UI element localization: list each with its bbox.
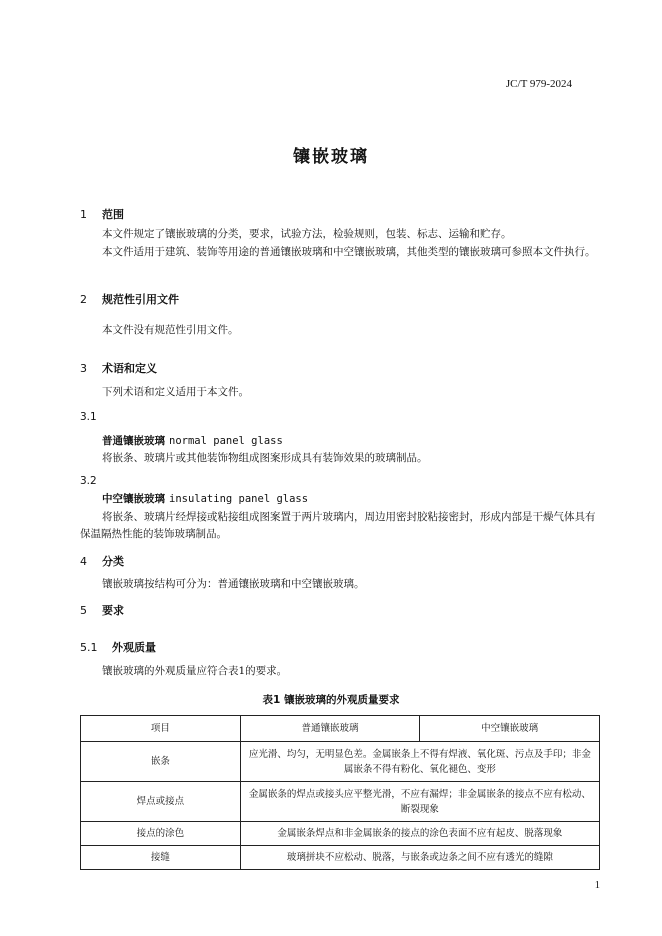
table-header-cell: 项目 — [81, 716, 241, 742]
term-3-2-number: 3.2 — [80, 475, 97, 487]
section-2-heading — [80, 291, 179, 307]
table-header-row — [81, 716, 600, 742]
section-title: 分类 — [102, 555, 124, 568]
page-number: 1 — [594, 880, 600, 891]
section-title: 术语和定义 — [102, 362, 157, 375]
table-caption: 表1 镶嵌玻璃的外观质量要求 — [262, 694, 400, 706]
section-title: 外观质量 — [112, 641, 156, 654]
table-requirement-cell: 金属嵌条的焊点或接头应平整光滑，不应有漏焊；非金属嵌条的接点不应有松动、断裂现象 — [240, 782, 599, 822]
table-header-cell: 普通镶嵌玻璃 — [240, 716, 420, 742]
table-row — [81, 846, 600, 870]
term-english: insulating panel glass — [169, 493, 309, 505]
term-3-1-number: 3.1 — [80, 411, 97, 423]
scope-paragraph-2: 本文件适用于建筑、装饰等用途的普通镶嵌玻璃和中空镶嵌玻璃，其他类型的镶嵌玻璃可参照本文件执行。 — [102, 246, 596, 258]
section-1-heading — [80, 206, 124, 222]
section-title: 范围 — [102, 208, 124, 221]
term-3-1 — [102, 433, 283, 448]
section-4-heading — [80, 553, 124, 569]
term-english: normal panel glass — [169, 435, 283, 447]
table-requirement-cell: 金属嵌条焊点和非金属嵌条的接点的涂色表面不应有起皮、脱落现象 — [240, 822, 599, 846]
section-number: 2 — [80, 293, 87, 306]
appearance-paragraph: 镶嵌玻璃的外观质量应符合表1的要求。 — [102, 665, 288, 677]
section-number: 4 — [80, 555, 87, 568]
table-requirement-cell: 应光滑、均匀，无明显色差。金属嵌条上不得有焊液、氧化斑、污点及手印；非金属嵌条不得有粉化、氧化褪色、变形 — [240, 742, 599, 782]
table-row — [81, 782, 600, 822]
term-3-2 — [102, 491, 308, 506]
table-header-cell: 中空镶嵌玻璃 — [420, 716, 600, 742]
appearance-quality-table — [80, 715, 600, 870]
table-row — [81, 822, 600, 846]
section-number: 1 — [80, 208, 87, 221]
table-requirement-cell: 玻璃拼块不应松动、脱落，与嵌条或边条之间不应有透光的缝隙 — [240, 846, 599, 870]
table-item-cell: 接点的涂色 — [81, 822, 241, 846]
standard-code: JC/T 979-2024 — [505, 78, 572, 90]
table-item-cell: 接缝 — [81, 846, 241, 870]
table-item-cell: 嵌条 — [81, 742, 241, 782]
section-number: 5.1 — [80, 641, 98, 654]
table-item-cell: 焊点或接点 — [81, 782, 241, 822]
table-row — [81, 742, 600, 782]
term-name: 中空镶嵌玻璃 — [102, 493, 165, 505]
document-title: 镶嵌玻璃 — [293, 147, 369, 167]
section-title: 规范性引用文件 — [102, 293, 179, 306]
section-5-heading — [80, 602, 124, 618]
terms-intro: 下列术语和定义适用于本文件。 — [102, 386, 249, 398]
scope-paragraph-1: 本文件规定了镶嵌玻璃的分类，要求，试验方法，检验规则，包装、标志、运输和贮存。 — [102, 228, 512, 240]
section-number: 5 — [80, 604, 87, 617]
section-3-heading — [80, 360, 157, 376]
classification-paragraph: 镶嵌玻璃按结构可分为：普通镶嵌玻璃和中空镶嵌玻璃。 — [102, 578, 365, 590]
term-3-1-definition: 将嵌条、玻璃片或其他装饰物组成图案形成具有装饰效果的玻璃制品。 — [102, 452, 428, 464]
section-5-1-heading — [80, 639, 156, 655]
term-name: 普通镶嵌玻璃 — [102, 435, 165, 447]
section-number: 3 — [80, 362, 87, 375]
references-paragraph: 本文件没有规范性引用文件。 — [102, 324, 239, 336]
section-title: 要求 — [102, 604, 124, 617]
term-3-2-definition: 将嵌条、玻璃片经焊接或粘接组成图案置于两片玻璃内，周边用密封胶粘接密封，形成内部是干燥气体具有保温隔热性能的装饰玻璃制品。 — [80, 511, 596, 540]
